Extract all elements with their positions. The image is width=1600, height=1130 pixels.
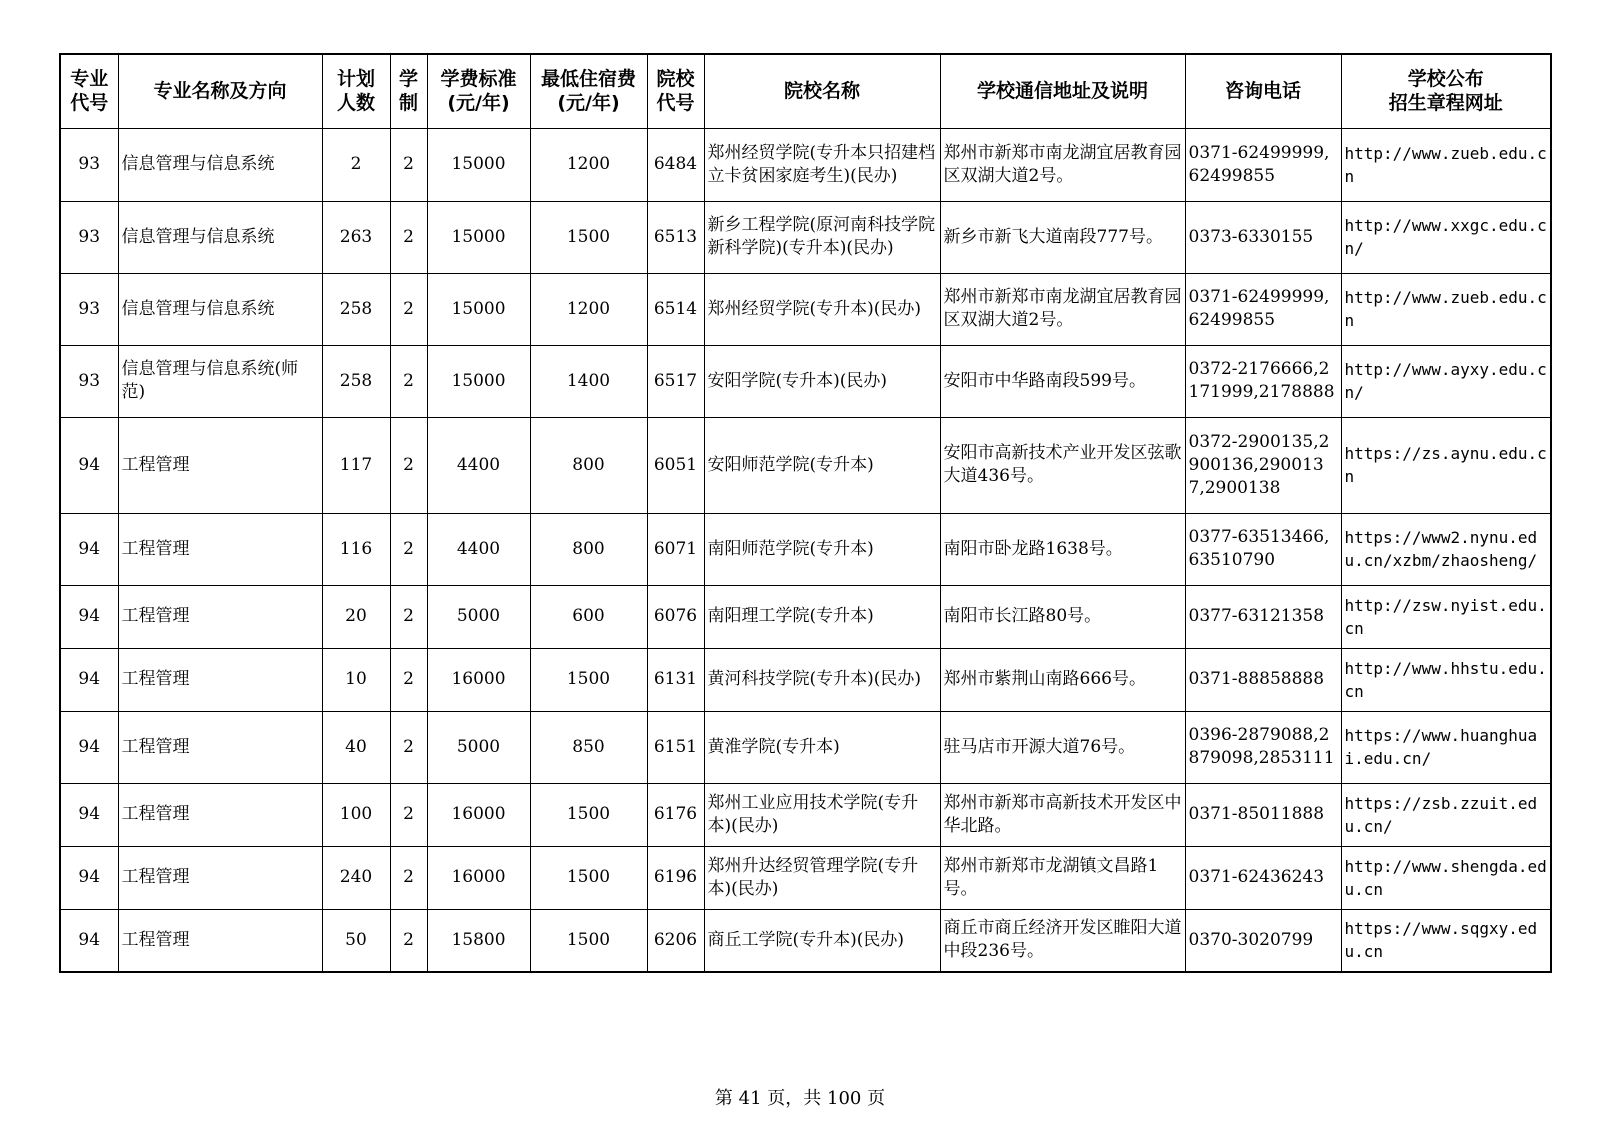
plan-count-cell: 100 — [322, 783, 390, 846]
website-cell: http://www.ayxy.edu.cn/ — [1341, 345, 1551, 417]
school-code-cell: 6513 — [647, 201, 704, 273]
phone-cell: 0371-62499999,62499855 — [1185, 273, 1341, 345]
address-cell: 商丘市商丘经济开发区睢阳大道中段236号。 — [940, 909, 1185, 972]
header-lodging-fee: 最低住宿费 (元/年) — [530, 54, 647, 128]
table-row — [60, 648, 1551, 711]
school-name-cell: 郑州工业应用技术学院(专升本)(民办) — [704, 783, 940, 846]
major-name-cell: 信息管理与信息系统 — [118, 273, 322, 345]
lodging-fee-cell: 1200 — [530, 273, 647, 345]
school-name-cell: 新乡工程学院(原河南科技学院新科学院)(专升本)(民办) — [704, 201, 940, 273]
major-name-cell: 信息管理与信息系统 — [118, 201, 322, 273]
website-cell: http://www.hhstu.edu.cn — [1341, 648, 1551, 711]
major-name-cell: 工程管理 — [118, 648, 322, 711]
address-cell: 安阳市高新技术产业开发区弦歌大道436号。 — [940, 417, 1185, 513]
plan-count-cell: 50 — [322, 909, 390, 972]
plan-count-cell: 20 — [322, 585, 390, 648]
school-code-cell: 6196 — [647, 846, 704, 909]
major-code-cell: 94 — [60, 909, 118, 972]
address-cell: 郑州市新郑市南龙湖宜居教育园区双湖大道2号。 — [940, 273, 1185, 345]
header-school-name: 院校名称 — [704, 54, 940, 128]
phone-cell: 0371-85011888 — [1185, 783, 1341, 846]
major-name-cell: 工程管理 — [118, 417, 322, 513]
major-code-cell: 94 — [60, 846, 118, 909]
major-name-cell: 工程管理 — [118, 909, 322, 972]
major-code-cell: 94 — [60, 585, 118, 648]
duration-cell: 2 — [390, 201, 427, 273]
header-major-name: 专业名称及方向 — [118, 54, 322, 128]
phone-cell: 0377-63121358 — [1185, 585, 1341, 648]
duration-cell: 2 — [390, 783, 427, 846]
major-code-cell: 94 — [60, 783, 118, 846]
website-cell: https://www.huanghuai.edu.cn/ — [1341, 711, 1551, 783]
major-name-cell: 工程管理 — [118, 585, 322, 648]
duration-cell: 2 — [390, 585, 427, 648]
duration-cell: 2 — [390, 711, 427, 783]
major-code-cell: 94 — [60, 648, 118, 711]
page-footer: 第 41 页，共 100 页 — [714, 1088, 886, 1109]
table-row — [60, 909, 1551, 972]
table-row — [60, 128, 1551, 201]
major-code-cell: 94 — [60, 711, 118, 783]
school-code-cell: 6517 — [647, 345, 704, 417]
plan-count-cell: 40 — [322, 711, 390, 783]
major-name-cell: 信息管理与信息系统(师范) — [118, 345, 322, 417]
school-code-cell: 6176 — [647, 783, 704, 846]
duration-cell: 2 — [390, 345, 427, 417]
school-name-cell: 南阳师范学院(专升本) — [704, 513, 940, 585]
tuition-cell: 4400 — [427, 417, 530, 513]
lodging-fee-cell: 1500 — [530, 783, 647, 846]
lodging-fee-cell: 1500 — [530, 201, 647, 273]
header-duration: 学 制 — [390, 54, 427, 128]
major-name-cell: 工程管理 — [118, 783, 322, 846]
school-code-cell: 6514 — [647, 273, 704, 345]
lodging-fee-cell: 1500 — [530, 846, 647, 909]
lodging-fee-cell: 1400 — [530, 345, 647, 417]
plan-count-cell: 263 — [322, 201, 390, 273]
phone-cell: 0373-6330155 — [1185, 201, 1341, 273]
address-cell: 南阳市卧龙路1638号。 — [940, 513, 1185, 585]
website-cell: http://www.xxgc.edu.cn/ — [1341, 201, 1551, 273]
tuition-cell: 15000 — [427, 201, 530, 273]
duration-cell: 2 — [390, 417, 427, 513]
table-row — [60, 273, 1551, 345]
lodging-fee-cell: 1500 — [530, 909, 647, 972]
major-code-cell: 93 — [60, 273, 118, 345]
school-name-cell: 黄河科技学院(专升本)(民办) — [704, 648, 940, 711]
duration-cell: 2 — [390, 909, 427, 972]
tuition-cell: 5000 — [427, 711, 530, 783]
header-school-code: 院校 代号 — [647, 54, 704, 128]
major-name-cell: 工程管理 — [118, 846, 322, 909]
tuition-cell: 15000 — [427, 273, 530, 345]
admissions-table — [59, 53, 1552, 973]
phone-cell: 0371-62436243 — [1185, 846, 1341, 909]
plan-count-cell: 117 — [322, 417, 390, 513]
website-cell: https://www2.nynu.edu.cn/xzbm/zhaosheng/ — [1341, 513, 1551, 585]
phone-cell: 0372-2176666,2171999,2178888 — [1185, 345, 1341, 417]
school-name-cell: 郑州经贸学院(专升本)(民办) — [704, 273, 940, 345]
major-code-cell: 93 — [60, 128, 118, 201]
address-cell: 安阳市中华路南段599号。 — [940, 345, 1185, 417]
plan-count-cell: 2 — [322, 128, 390, 201]
duration-cell: 2 — [390, 846, 427, 909]
school-name-cell: 商丘工学院(专升本)(民办) — [704, 909, 940, 972]
address-cell: 新乡市新飞大道南段777号。 — [940, 201, 1185, 273]
tuition-cell: 4400 — [427, 513, 530, 585]
website-cell: https://zs.aynu.edu.cn — [1341, 417, 1551, 513]
school-code-cell: 6076 — [647, 585, 704, 648]
tuition-cell: 5000 — [427, 585, 530, 648]
school-code-cell: 6484 — [647, 128, 704, 201]
table-row — [60, 711, 1551, 783]
header-major-code: 专业 代号 — [60, 54, 118, 128]
table-row — [60, 846, 1551, 909]
plan-count-cell: 240 — [322, 846, 390, 909]
website-cell: https://www.sqgxy.edu.cn — [1341, 909, 1551, 972]
school-name-cell: 南阳理工学院(专升本) — [704, 585, 940, 648]
major-code-cell: 93 — [60, 201, 118, 273]
website-cell: http://www.shengda.edu.cn — [1341, 846, 1551, 909]
phone-cell: 0377-63513466,63510790 — [1185, 513, 1341, 585]
table-header-row — [60, 54, 1551, 128]
school-name-cell: 郑州升达经贸管理学院(专升本)(民办) — [704, 846, 940, 909]
major-name-cell: 信息管理与信息系统 — [118, 128, 322, 201]
duration-cell: 2 — [390, 128, 427, 201]
website-cell: http://www.zueb.edu.cn — [1341, 128, 1551, 201]
table-row — [60, 585, 1551, 648]
tuition-cell: 15000 — [427, 345, 530, 417]
lodging-fee-cell: 1200 — [530, 128, 647, 201]
lodging-fee-cell: 800 — [530, 417, 647, 513]
major-code-cell: 94 — [60, 417, 118, 513]
table-row — [60, 513, 1551, 585]
school-code-cell: 6131 — [647, 648, 704, 711]
website-cell: http://www.zueb.edu.cn — [1341, 273, 1551, 345]
school-code-cell: 6151 — [647, 711, 704, 783]
phone-cell: 0371-88858888 — [1185, 648, 1341, 711]
tuition-cell: 16000 — [427, 783, 530, 846]
major-name-cell: 工程管理 — [118, 711, 322, 783]
tuition-cell: 15800 — [427, 909, 530, 972]
phone-cell: 0370-3020799 — [1185, 909, 1341, 972]
duration-cell: 2 — [390, 648, 427, 711]
header-address: 学校通信地址及说明 — [940, 54, 1185, 128]
lodging-fee-cell: 600 — [530, 585, 647, 648]
tuition-cell: 16000 — [427, 648, 530, 711]
tuition-cell: 15000 — [427, 128, 530, 201]
school-code-cell: 6051 — [647, 417, 704, 513]
lodging-fee-cell: 1500 — [530, 648, 647, 711]
phone-cell: 0372-2900135,2900136,2900137,2900138 — [1185, 417, 1341, 513]
duration-cell: 2 — [390, 273, 427, 345]
table-row — [60, 417, 1551, 513]
school-name-cell: 安阳师范学院(专升本) — [704, 417, 940, 513]
table-row — [60, 783, 1551, 846]
table-row — [60, 201, 1551, 273]
major-name-cell: 工程管理 — [118, 513, 322, 585]
school-code-cell: 6206 — [647, 909, 704, 972]
school-name-cell: 黄淮学院(专升本) — [704, 711, 940, 783]
address-cell: 驻马店市开源大道76号。 — [940, 711, 1185, 783]
lodging-fee-cell: 850 — [530, 711, 647, 783]
header-tuition: 学费标准 (元/年) — [427, 54, 530, 128]
school-code-cell: 6071 — [647, 513, 704, 585]
table-row — [60, 345, 1551, 417]
lodging-fee-cell: 800 — [530, 513, 647, 585]
header-website: 学校公布 招生章程网址 — [1341, 54, 1551, 128]
address-cell: 郑州市新郑市南龙湖宜居教育园区双湖大道2号。 — [940, 128, 1185, 201]
school-name-cell: 郑州经贸学院(专升本只招建档立卡贫困家庭考生)(民办) — [704, 128, 940, 201]
tuition-cell: 16000 — [427, 846, 530, 909]
address-cell: 郑州市新郑市高新技术开发区中华北路。 — [940, 783, 1185, 846]
major-code-cell: 93 — [60, 345, 118, 417]
plan-count-cell: 258 — [322, 345, 390, 417]
phone-cell: 0396-2879088,2879098,2853111 — [1185, 711, 1341, 783]
address-cell: 郑州市紫荆山南路666号。 — [940, 648, 1185, 711]
plan-count-cell: 258 — [322, 273, 390, 345]
website-cell: https://zsb.zzuit.edu.cn/ — [1341, 783, 1551, 846]
address-cell: 郑州市新郑市龙湖镇文昌路1号。 — [940, 846, 1185, 909]
major-code-cell: 94 — [60, 513, 118, 585]
school-name-cell: 安阳学院(专升本)(民办) — [704, 345, 940, 417]
duration-cell: 2 — [390, 513, 427, 585]
header-plan-count: 计划 人数 — [322, 54, 390, 128]
address-cell: 南阳市长江路80号。 — [940, 585, 1185, 648]
phone-cell: 0371-62499999,62499855 — [1185, 128, 1341, 201]
table-body — [60, 128, 1551, 972]
plan-count-cell: 10 — [322, 648, 390, 711]
website-cell: http://zsw.nyist.edu.cn — [1341, 585, 1551, 648]
header-phone: 咨询电话 — [1185, 54, 1341, 128]
plan-count-cell: 116 — [322, 513, 390, 585]
